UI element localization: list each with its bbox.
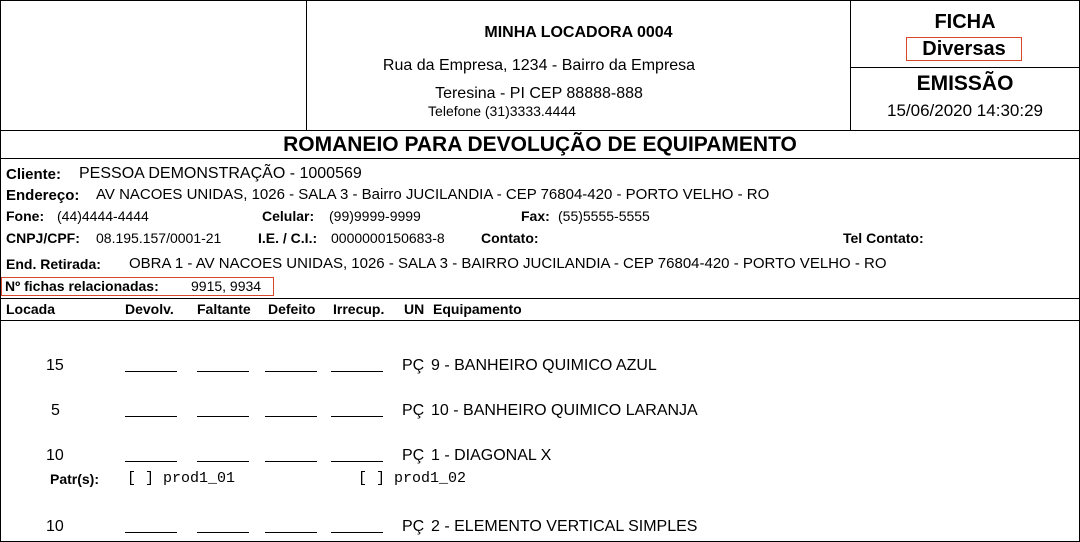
cnpj-value: 08.195.157/0001-21 <box>96 230 222 246</box>
col-faltante: Faltante <box>197 301 251 317</box>
celular-value: (99)9999-9999 <box>329 208 421 224</box>
item-qty: 5 <box>51 402 60 419</box>
col-devolv: Devolv. <box>125 301 174 317</box>
endereco-label: Endereço: <box>6 187 80 204</box>
faltante-blank <box>197 402 249 417</box>
celular-label: Celular: <box>262 208 315 224</box>
client-bottom-rule <box>0 298 1079 299</box>
patrimonios-label: Patr(s): <box>50 471 100 487</box>
item-un: PÇ <box>402 402 425 419</box>
devolv-blank <box>125 402 177 417</box>
tel-contato-label: Tel Contato: <box>843 230 924 246</box>
end-retirada-label: End. Retirada: <box>6 256 101 272</box>
end-retirada-value: OBRA 1 - AV NACOES UNIDAS, 1026 - SALA 3 - BAIRRO JUCILANDIA - CEP 76804-420 - PORTO VELHO - RO <box>129 255 887 272</box>
devolv-blank <box>125 447 177 462</box>
irrecup-blank <box>331 357 383 372</box>
company-address: Rua da Empresa, 1234 - Bairro da Empresa <box>382 57 696 74</box>
document-title: ROMANEIO PARA DEVOLUÇÃO DE EQUIPAMENTO <box>283 133 797 156</box>
defeito-blank <box>265 402 317 417</box>
item-row <box>0 447 1079 469</box>
header-divider-ficha <box>851 67 1079 68</box>
fone-label: Fone: <box>6 208 45 224</box>
patrimonio-entry: [ ] prod1_01 <box>127 470 236 487</box>
col-irrecup: Irrecup. <box>333 301 385 317</box>
cliente-label: Cliente: <box>6 166 62 183</box>
item-un: PÇ <box>402 518 425 535</box>
cnpj-label: CNPJ/CPF: <box>6 230 80 246</box>
irrecup-blank <box>331 447 383 462</box>
item-un: PÇ <box>402 357 425 374</box>
ie-label: I.E. / C.I.: <box>258 230 318 246</box>
fichas-value: 9915, 9934 <box>191 278 262 294</box>
item-row <box>0 357 1079 379</box>
defeito-blank <box>265 357 317 372</box>
faltante-blank <box>197 518 249 533</box>
defeito-blank <box>265 447 317 462</box>
emissao-label: EMISSÃO <box>916 72 1014 95</box>
irrecup-blank <box>331 518 383 533</box>
header-bottom-rule <box>0 130 1079 131</box>
item-description: 10 - BANHEIRO QUIMICO LARANJA <box>431 402 698 419</box>
fichas-label: Nº fichas relacionadas: <box>5 278 159 294</box>
fone-value: (44)4444-4444 <box>57 208 149 224</box>
title-bottom-rule <box>0 158 1079 159</box>
col-equipamento: Equipamento <box>433 301 522 317</box>
devolv-blank <box>125 357 177 372</box>
contato-label: Contato: <box>481 230 539 246</box>
item-un: PÇ <box>402 447 425 464</box>
item-qty: 10 <box>46 447 64 464</box>
irrecup-blank <box>331 402 383 417</box>
company-phone: Telefone (31)3333.4444 <box>428 103 576 119</box>
item-description: 2 - ELEMENTO VERTICAL SIMPLES <box>431 518 698 535</box>
fax-value: (55)5555-5555 <box>558 208 650 224</box>
ficha-label: FICHA <box>934 11 996 33</box>
ficha-type: Diversas <box>906 37 1022 61</box>
defeito-blank <box>265 518 317 533</box>
faltante-blank <box>197 447 249 462</box>
item-qty: 15 <box>46 357 64 374</box>
item-qty: 10 <box>46 518 64 535</box>
endereco-value: AV NACOES UNIDAS, 1026 - SALA 3 - Bairro JUCILANDIA - CEP 76804-420 - PORTO VELHO - RO <box>96 186 770 203</box>
col-locada: Locada <box>6 301 56 317</box>
ie-value: 0000000150683-8 <box>331 230 445 246</box>
item-row <box>0 402 1079 424</box>
item-description: 9 - BANHEIRO QUIMICO AZUL <box>431 357 657 374</box>
item-row <box>0 518 1079 540</box>
item-description: 1 - DIAGONAL X <box>431 447 552 464</box>
col-defeito: Defeito <box>268 301 316 317</box>
cliente-value: PESSOA DEMONSTRAÇÃO - 1000569 <box>79 165 362 182</box>
patrimonio-entry: [ ] prod1_02 <box>358 470 467 487</box>
col-un: UN <box>404 301 425 317</box>
fax-label: Fax: <box>521 208 550 224</box>
devolv-blank <box>125 518 177 533</box>
company-city: Teresina - PI CEP 88888-888 <box>435 85 643 102</box>
columns-bottom-rule <box>0 320 1079 321</box>
emissao-datetime: 15/06/2020 14:30:29 <box>887 101 1043 120</box>
company-name: MINHA LOCADORA 0004 <box>484 24 673 41</box>
faltante-blank <box>197 357 249 372</box>
